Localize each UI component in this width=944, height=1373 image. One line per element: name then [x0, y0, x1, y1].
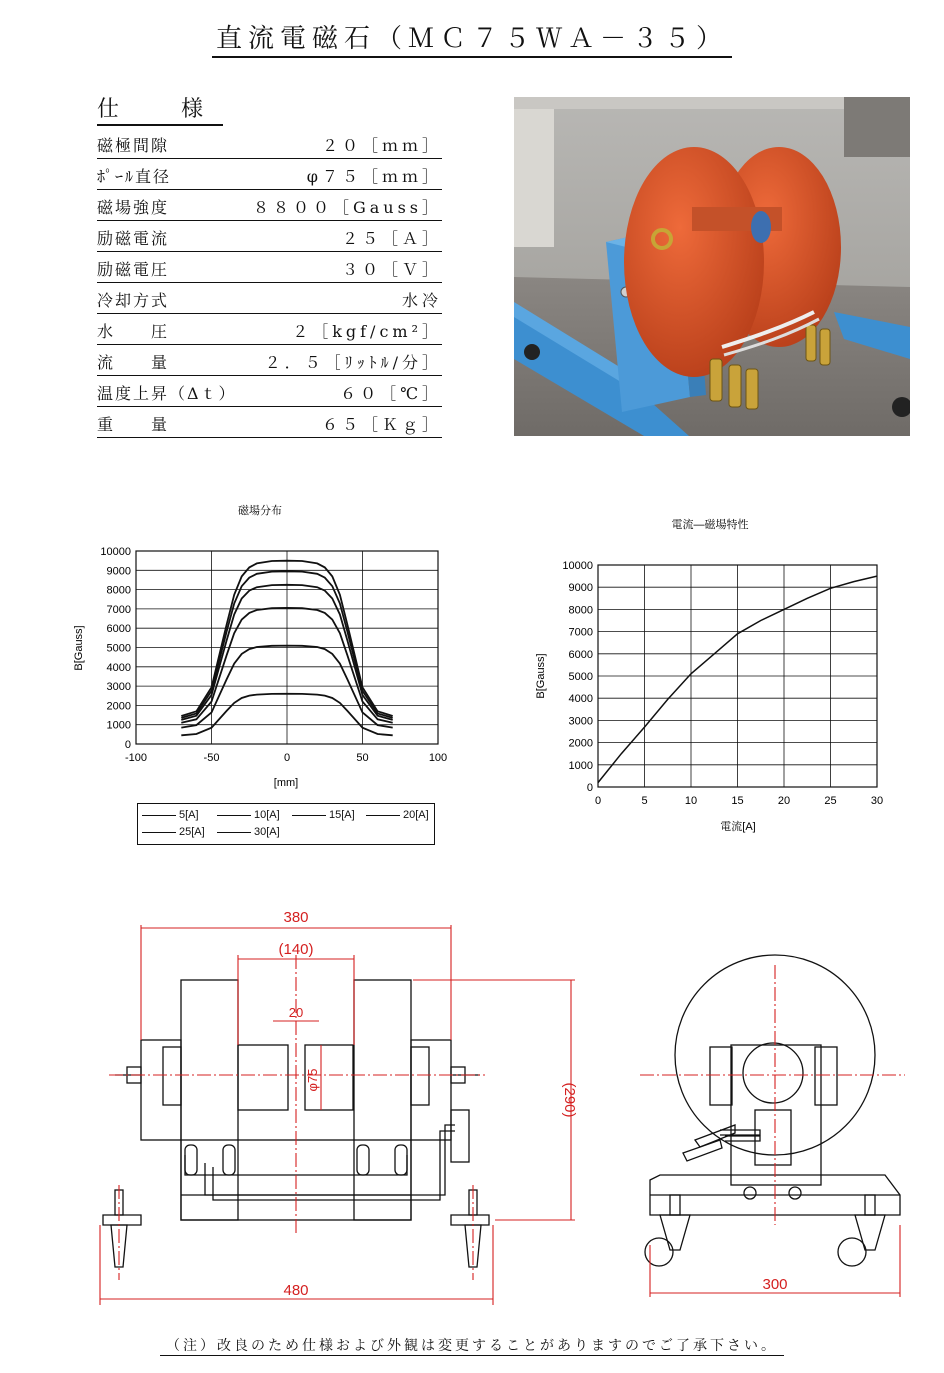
y-tick-label: 4000 [568, 693, 593, 706]
y-tick-label: 3000 [106, 681, 131, 694]
dim-140: (140) [278, 941, 314, 958]
spec-label: ﾎﾟｰﾙ直径 [97, 167, 172, 186]
spec-heading: 仕 様 [97, 92, 223, 126]
y-tick-label: 0 [124, 739, 131, 751]
y-tick-label: 9000 [568, 582, 593, 595]
x-tick-label: 25 [824, 795, 837, 807]
spec-value: 水冷 [401, 291, 442, 310]
chart-legend [137, 803, 435, 845]
dimension-drawing [95, 895, 905, 1315]
spec-value: ３０［Ｖ］ [341, 260, 442, 279]
x-tick-label: 100 [428, 752, 448, 764]
x-tick-label: 10 [684, 795, 698, 807]
y-axis-label: B[Gauss] [73, 625, 85, 671]
spec-label: 冷却方式 [97, 291, 170, 310]
spec-label: 励磁電圧 [97, 260, 170, 279]
dim-300: 300 [762, 1276, 788, 1293]
x-tick-label: 20 [777, 795, 791, 807]
spec-label: 温度上昇（Δｔ） [97, 384, 237, 403]
y-tick-label: 2000 [106, 700, 131, 713]
y-tick-label: 5000 [106, 642, 131, 655]
dimension-lines [100, 925, 905, 1305]
spec-label: 水 圧 [97, 322, 170, 341]
legend-entry [142, 809, 199, 821]
legend-label: 25[A] [179, 826, 205, 838]
y-tick-label: 2000 [568, 737, 593, 750]
x-tick-label: 0 [594, 795, 602, 807]
y-tick-label: 5000 [568, 671, 593, 683]
spec-table [97, 128, 442, 438]
field-distribution-chart [70, 496, 450, 796]
y-tick-label: 4000 [106, 661, 131, 674]
spec-value: ８８００［Gauss］ [252, 198, 442, 217]
spec-row [97, 345, 442, 376]
legend-line [142, 832, 176, 833]
dim-20: 20 [288, 1005, 304, 1020]
spec-value: ２．５［ﾘｯﾄﾙ/分］ [264, 353, 442, 372]
y-tick-label: 1000 [106, 719, 131, 732]
x-tick-label: -50 [203, 752, 220, 764]
spec-value: ２０［ｍｍ］ [321, 136, 442, 155]
spec-row [97, 190, 442, 221]
legend-entry [292, 809, 355, 821]
x-axis-label: [mm] [273, 777, 299, 789]
legend-label: 5[A] [179, 809, 199, 821]
legend-line [366, 815, 400, 816]
spec-row [97, 376, 442, 407]
spec-value: ６５［Ｋｇ］ [321, 415, 442, 434]
x-tick-label: 50 [356, 752, 369, 764]
legend-line [292, 815, 326, 816]
y-tick-label: 8000 [106, 584, 131, 597]
legend-label: 15[A] [329, 809, 355, 821]
spec-row [97, 407, 442, 438]
chart-title: 磁場分布 [238, 505, 282, 517]
spec-row [97, 159, 442, 190]
legend-line [142, 815, 176, 816]
spec-value: φ７５［ｍｍ］ [306, 167, 442, 186]
legend-label: 10[A] [254, 809, 280, 821]
dim-290: (290) [561, 1082, 578, 1118]
spec-label: 流 量 [97, 353, 170, 372]
dimension-labels [278, 909, 787, 1299]
y-tick-label: 0 [586, 782, 593, 794]
spec-label: 磁極間隙 [97, 136, 170, 155]
spec-value: ２［kgf/cm²］ [292, 322, 442, 341]
legend-entry [142, 826, 205, 838]
spec-value: ２５［Ａ］ [341, 229, 442, 248]
legend-line [217, 832, 251, 833]
spec-row [97, 314, 442, 345]
dim-480: 480 [283, 1282, 309, 1299]
legend-entry [217, 826, 280, 838]
current-field-chart [530, 510, 900, 840]
y-tick-label: 3000 [568, 715, 593, 728]
y-tick-label: 6000 [106, 623, 131, 636]
spec-row [97, 128, 442, 159]
spec-label: 磁場強度 [97, 198, 170, 217]
legend-entry [217, 809, 280, 821]
spec-row [97, 252, 442, 283]
legend-label: 30[A] [254, 826, 280, 838]
spec-label: 励磁電流 [97, 229, 170, 248]
magnet-photo [514, 97, 910, 436]
legend-label: 20[A] [403, 809, 429, 821]
x-tick-label: 15 [731, 795, 744, 807]
y-axis-label: B[Gauss] [535, 653, 547, 699]
y-tick-label: 7000 [106, 603, 131, 616]
y-tick-label: 7000 [568, 626, 593, 639]
document-title: 直流電磁石（ＭＣ７５ＷＡ－３５） [0, 18, 944, 55]
legend-entry [366, 809, 429, 821]
x-axis-label: 電流[A] [720, 821, 756, 833]
spec-row [97, 221, 442, 252]
x-tick-label: 5 [641, 795, 648, 807]
dim-380: 380 [283, 909, 309, 926]
y-tick-label: 10000 [562, 560, 593, 572]
y-tick-label: 6000 [568, 648, 593, 661]
x-tick-label: 30 [870, 795, 884, 807]
y-tick-label: 10000 [100, 546, 131, 558]
spec-row [97, 283, 442, 314]
y-tick-label: 9000 [106, 565, 131, 578]
chart-title: 電流―磁場特性 [671, 519, 749, 531]
x-tick-label: -100 [124, 752, 148, 764]
spec-value: ６０［℃］ [340, 384, 442, 403]
footnote: （注）改良のため仕様および外観は変更することがありますのでご了承下さい。 [0, 1335, 944, 1355]
dim-75: φ75 [305, 1068, 320, 1092]
spec-label: 重 量 [97, 415, 170, 434]
legend-line [217, 815, 251, 816]
y-tick-label: 8000 [568, 604, 593, 617]
x-tick-label: 0 [283, 752, 291, 764]
y-tick-label: 1000 [568, 759, 593, 772]
